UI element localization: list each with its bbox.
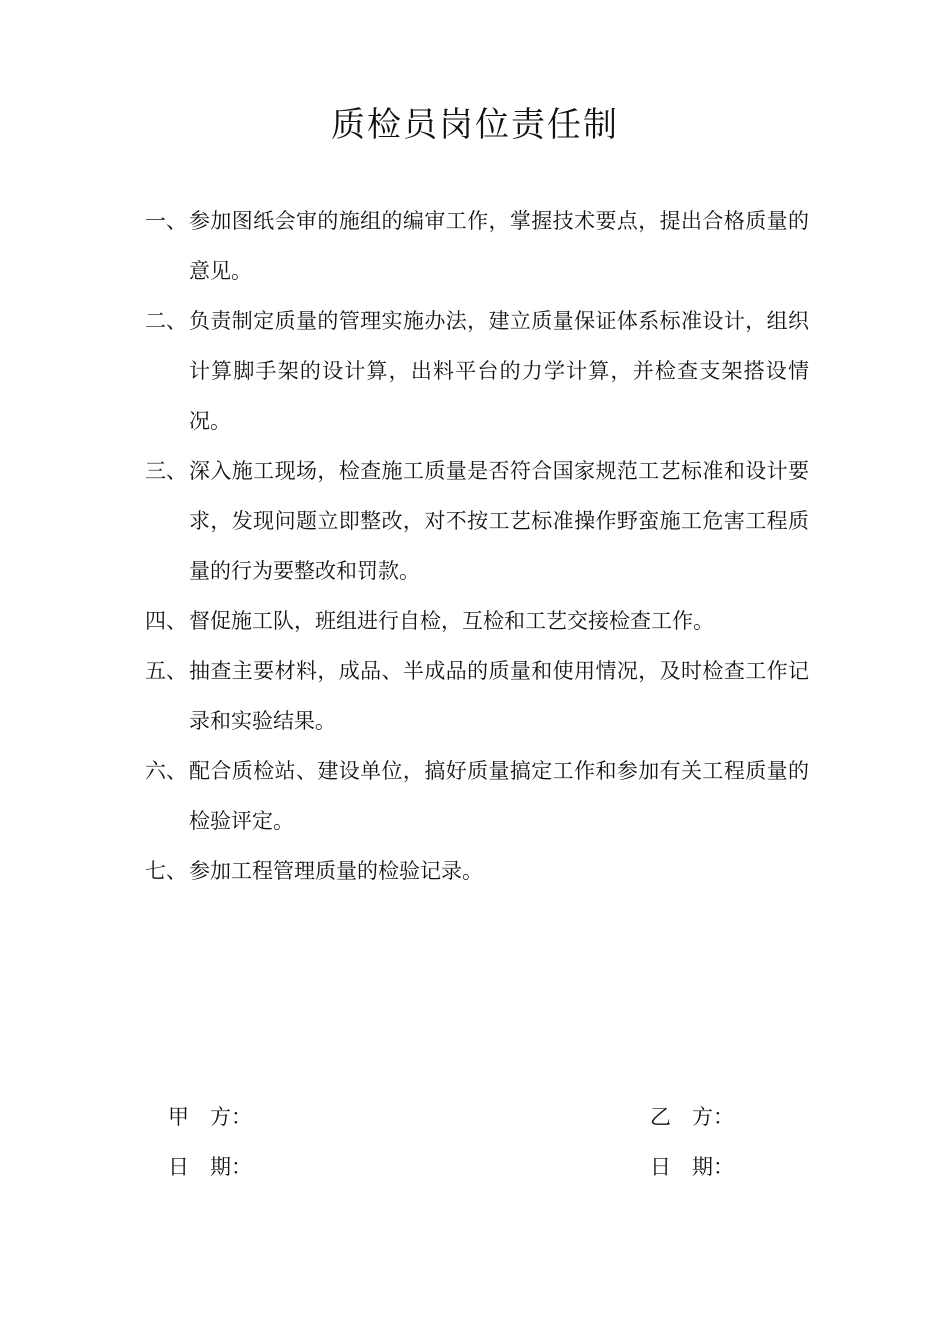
item-text: 深入施工现场，检查施工质量是否符合国家规范工艺标准和设计要求，发现问题立即整改，对不按工艺标准操作野蛮施工危害工程质量的行为要整改和罚款。 [189,459,809,583]
item-number: 一、 [145,209,187,233]
item-number: 三、 [145,459,187,483]
item-text: 抽查主要材料，成品、半成品的质量和使用情况，及时检查工作记录和实验结果。 [189,659,809,733]
item-text: 参加工程管理质量的检验记录。 [189,859,483,883]
item-text: 督促施工队，班组进行自检，互检和工艺交接检查工作。 [189,609,714,633]
item-text: 负责制定质量的管理实施办法，建立质量保证体系标准设计，组织计算脚手架的设计算，出料平台的力学计算，并检查支架搭设情况。 [189,309,809,433]
list-item [145,646,809,746]
list-item [145,296,809,446]
list-item [145,846,809,896]
item-number: 六、 [145,759,187,783]
party-b-date-label: 日 期： [650,1155,734,1179]
item-number: 二、 [145,309,187,333]
item-number: 五、 [145,659,187,683]
party-a-label: 甲 方： [168,1105,252,1129]
item-text: 配合质检站、建设单位，搞好质量搞定工作和参加有关工程质量的检验评定。 [189,759,809,833]
item-number: 四、 [145,609,187,633]
list-item [145,196,809,296]
list-item [145,746,809,846]
page-title: 质检员岗位责任制 [331,105,619,145]
list-item [145,446,809,596]
party-a-date-label: 日 期： [168,1155,252,1179]
party-b-label: 乙 方： [650,1105,734,1129]
item-number: 七、 [145,859,187,883]
responsibility-list [145,196,809,896]
item-text: 参加图纸会审的施组的编审工作，掌握技术要点，提出合格质量的意见。 [189,209,809,283]
list-item [145,596,809,646]
